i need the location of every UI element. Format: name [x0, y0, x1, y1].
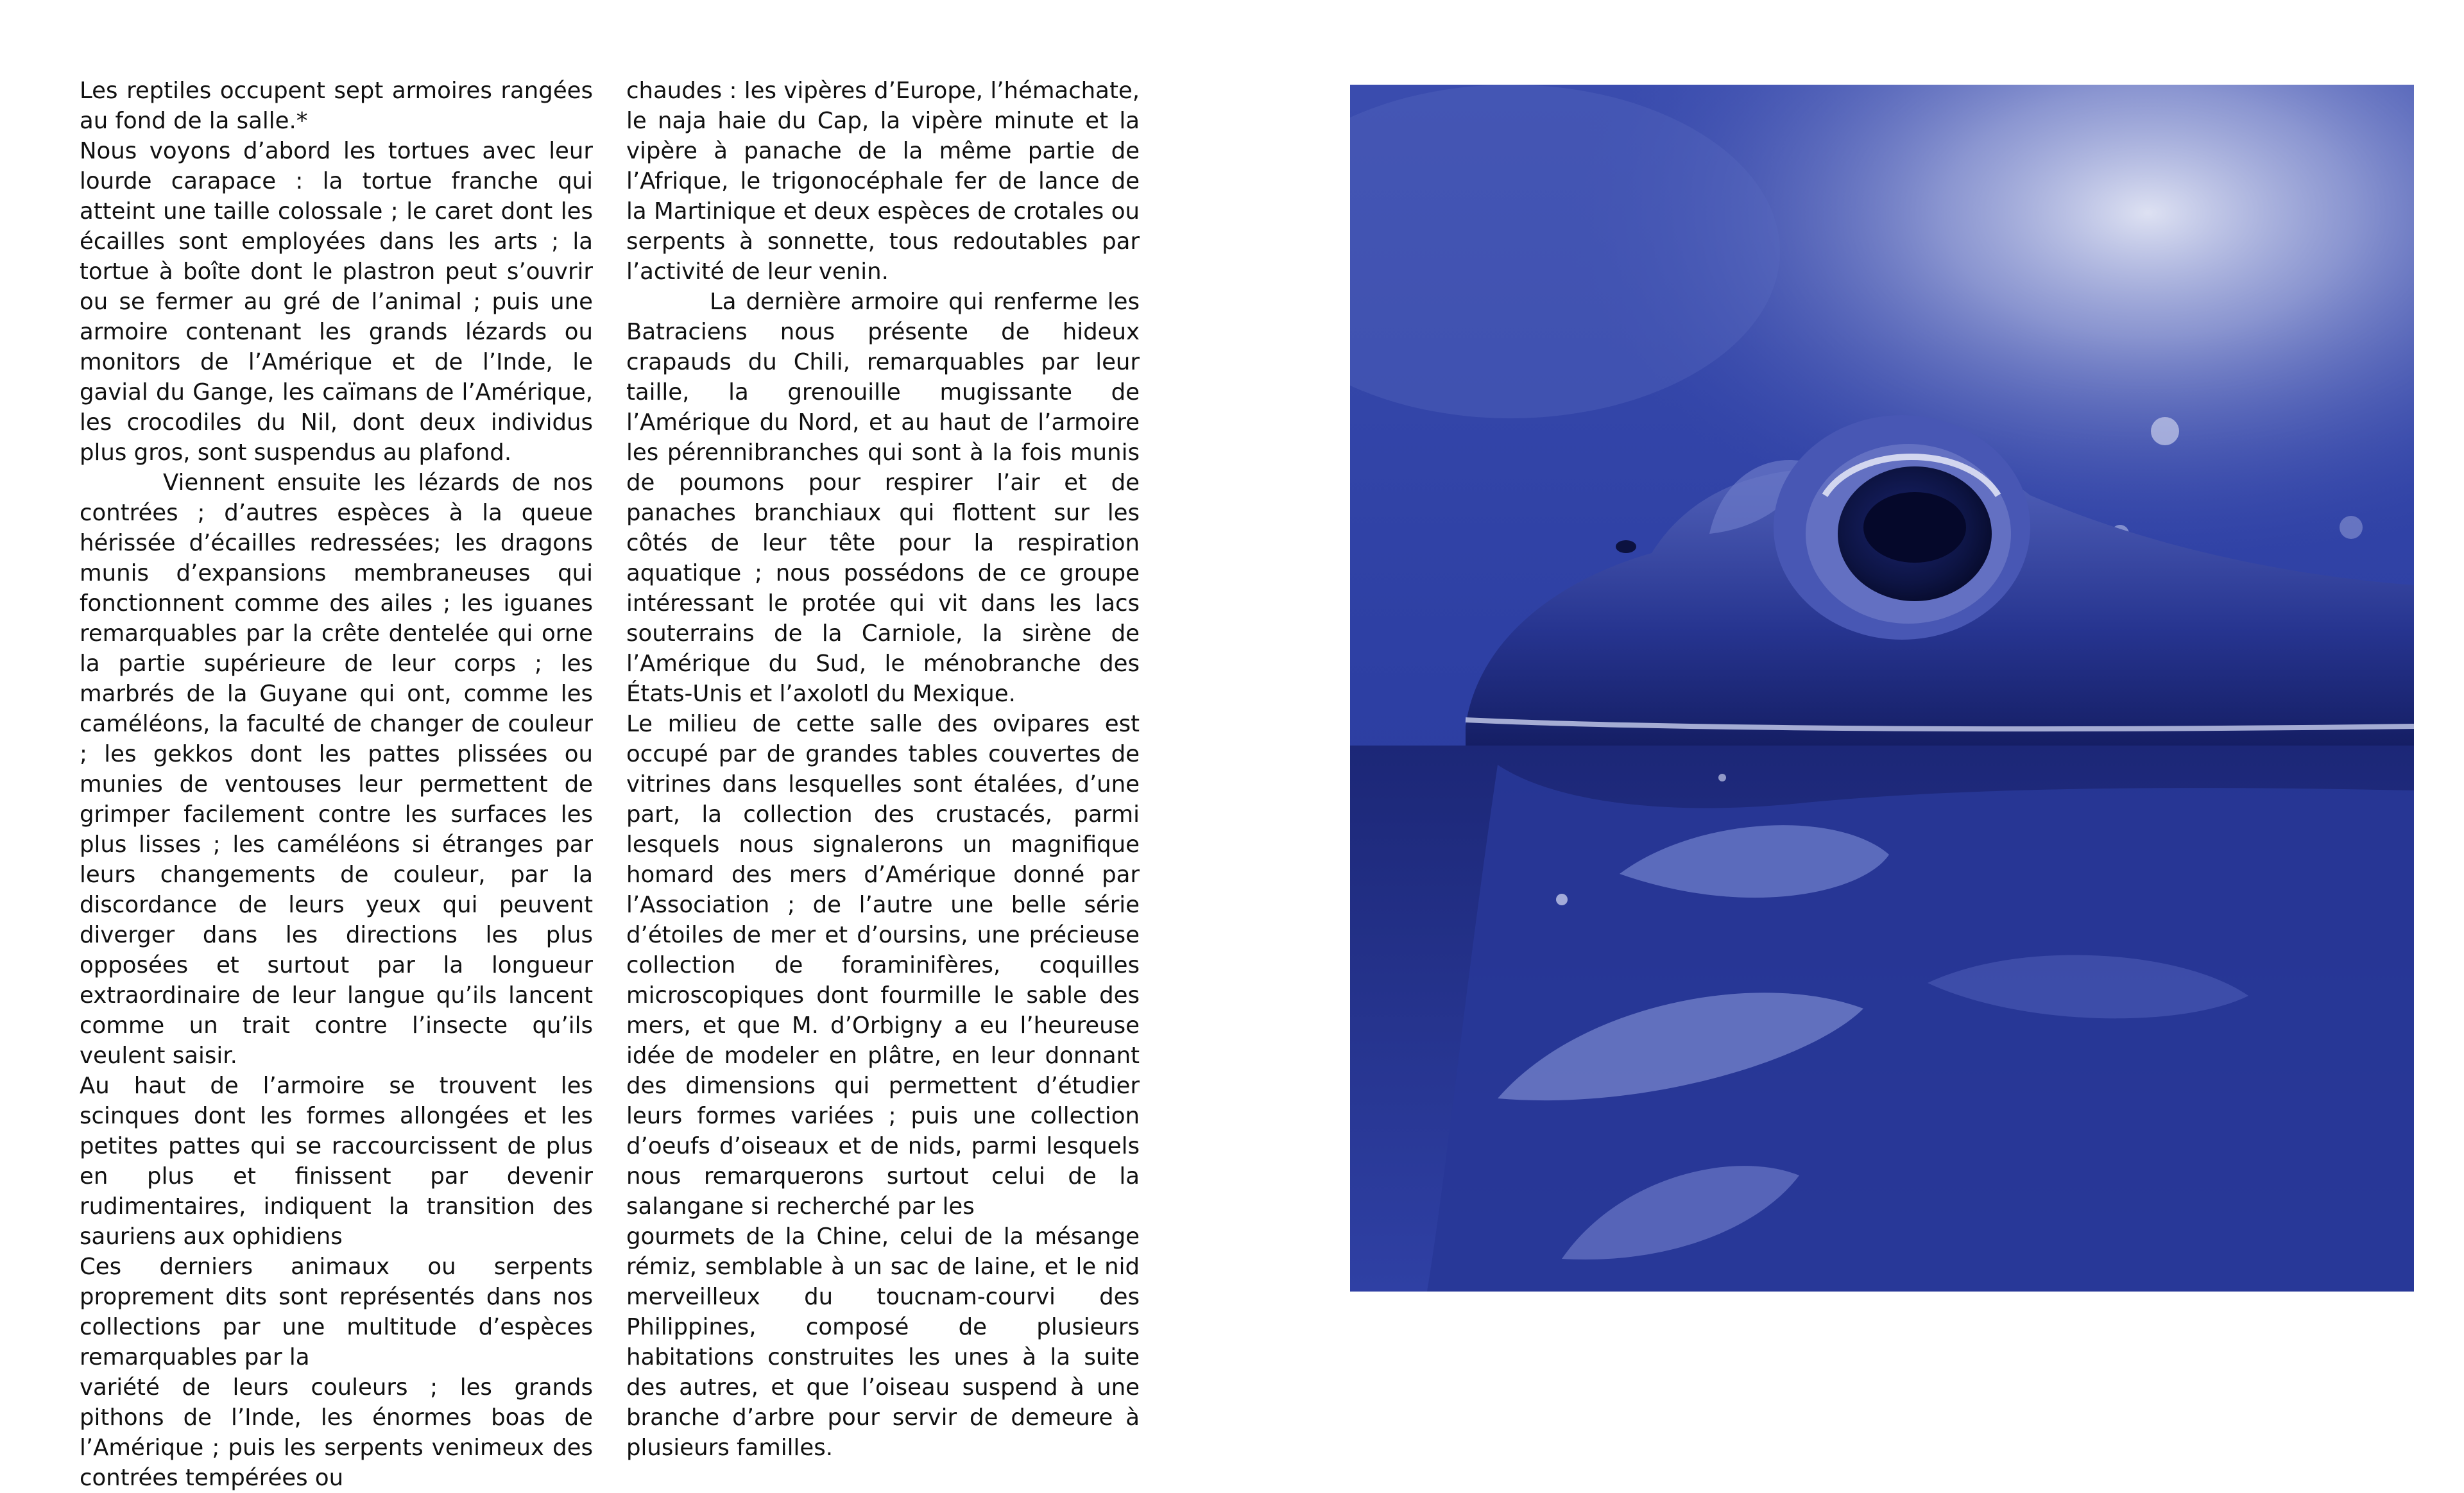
paragraph: variété de leurs couleurs ; les grands pithons de l’Inde, les énormes boas de l’Amérique ; puis les serpents venimeux des contrées tempérées ou: [80, 1374, 593, 1491]
paragraph: Ces derniers animaux ou serpents proprement dits sont représentés dans nos collections par une multitude d’espèces remarquables par la: [80, 1254, 593, 1370]
paragraph: Le milieu de cette salle des ovipares est occupé par de grandes tables couvertes de vitrines dans lesquelles sont étalées, d’une part, la collection des crustacés, parmi lesquels nous signalerons un magnifique homard des mers d’Amérique donné par l’Association ; de l’autre une belle série d’étoiles de mer et d’oursins, une précieuse collection de foraminifères, coquilles microscopiques dont fourmille le sable des mers, et que M. d’Orbigny a eu l’heureuse idée de modeler en plâtre, en leur donnant des dimensions qui permettent d’étudier leurs formes variées ; puis une collection d’oeufs d’oiseaux et de nids, parmi lesquels nous remarquerons surtout celui de la salangane si recherché par les: [626, 711, 1140, 1220]
frog-photo: [1350, 85, 2414, 1292]
paragraph: Les reptiles occupent sept armoires rangées au fond de la salle.*: [80, 78, 593, 134]
paragraph: Au haut de l’armoire se trouvent les scinques dont les formes allongées et les petites pattes qui se raccourcissent de plus en plus et finissent par devenir rudimentaires, indiquent la transition des sauriens aux ophidiens: [80, 1073, 593, 1250]
paragraph: La dernière armoire qui renferme les Batraciens nous présente de hideux crapauds du Chili, remarquables par leur taille, la grenouille mugissante de l’Amérique du Nord, et au haut de l’armoire les pérennibranches qui sont à la fois munis de poumons pour respirer l’air et de panaches branchiaux qui flottent sur les côtés de leur tête pour la respiration aquatique ; nous possédons de ce groupe intéressant le protée qui vit dans les lacs souterrains de la Carniole, la sirène de l’Amérique du Sud, le ménobranche des États-Unis et l’axolotl du Mexique.: [626, 289, 1140, 707]
text-column-middle: [626, 76, 1140, 1463]
frog-illustration: [1350, 85, 2414, 1292]
paragraph: Viennent ensuite les lézards de nos contrées ; d’autres espèces à la queue hérissée d’écailles redressées; les dragons munis d’expansions membraneuses qui fonctionnent comme des ailes ; les iguanes remarquables par la crête dentelée qui orne la partie supérieure de leur corps ; les marbrés de la Guyane qui ont, comme les caméléons, la faculté de changer de couleur ; les gekkos dont les pattes plissées ou munies de ventouses leur permettent de grimper facilement contre les surfaces les plus lisses ; les caméléons si étranges par leurs changements de couleur, par la discordance de leurs yeux qui peuvent diverger dans les directions les plus opposées et surtout par la longueur extraordinaire de leur langue qu’ils lancent comme un trait contre l’insecte qu’ils veulent saisir.: [80, 470, 593, 1069]
text-column-left: [80, 76, 593, 1493]
paragraph: chaudes : les vipères d’Europe, l’hémachate, le naja haie du Cap, la vipère minute et la vipère à panache de la même partie de l’Afrique, le trigonocéphale fer de lance de la Martinique et deux espèces de crotales ou serpents à sonnette, tous redoutables par l’activité de leur venin.: [626, 78, 1140, 285]
paragraph: Nous voyons d’abord les tortues avec leur lourde carapace : la tortue franche qui atteint une taille colossale ; le caret dont les écailles sont employées dans les arts ; la tortue à boîte dont le plastron peut s’ouvrir ou se fermer au gré de l’animal ; puis une armoire contenant les grands lézards ou monitors de l’Amérique et de l’Inde, le gavial du Gange, les caïmans de l’Amérique, les crocodiles du Nil, dont deux individus plus gros, sont suspendus au plafond.: [80, 138, 593, 466]
paragraph: gourmets de la Chine, celui de la mésange rémiz, semblable à un sac de laine, et le nid merveilleux du toucnam-courvi des Philippines, composé de plusieurs habitations construites les unes à la suite des autres, et que l’oiseau suspend à une branche d’arbre pour servir de demeure à plusieurs familles.: [626, 1224, 1140, 1461]
